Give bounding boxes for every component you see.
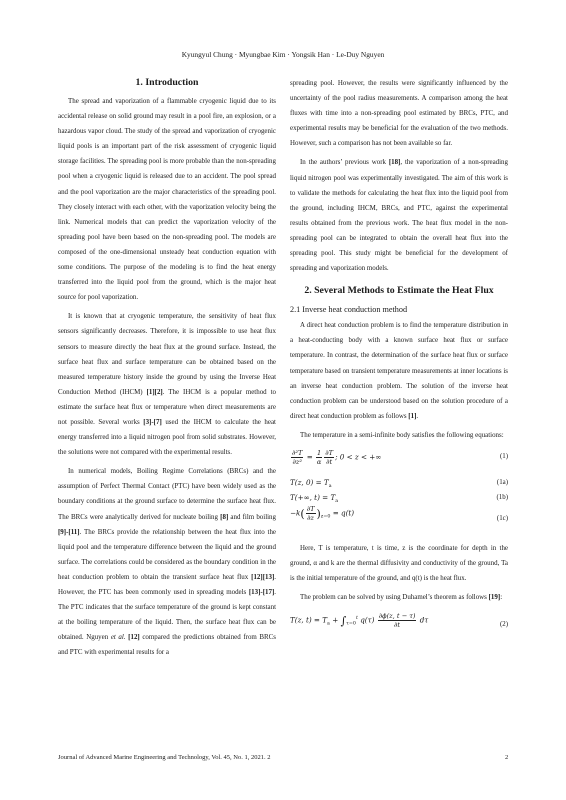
subsection-title: 2.1 Inverse heat conduction method [290,305,408,315]
paragraph: In the authors’ previous work [18], the vaporization of a non-spreading liquid nitrogen pool was experimentally investigated. The aim of this work is to validate the methods for calculating the heat flux into the liquid pool from the ground, including IHCM, BRCs, and PTC, against the experimental results obtained from the previous work. The heat flux model in the non-spreading pool can be integrated to obtain the overall heat flux into the spreading pool. This study might be beneficial for the development of spreading and vaporization models. [290,158,508,273]
right-column [290,76,508,647]
citation: [3]-[7] [143,417,162,426]
citation: [12] [128,633,140,642]
equation-block-1 [290,449,508,531]
citation: [9]-[11] [58,527,80,536]
paragraph: The problem can be solved by using Duhamel’s theorem as follows [19]: [300,593,503,602]
paragraph: The temperature in a semi-infinite body satisfies the following equations: [300,430,504,439]
equation-block-2 [290,611,508,637]
equation-1: $\frac{\text{∂²T}}{\text{∂z²}}$ = $\frac{1}{\alpha}$ $\frac{\partial T}{\partial t}$ ; 0 < z < +∞ (1) [292,448,508,466]
section-title-methods: 2. Several Methods to Estimate the Heat Flux [304,285,494,297]
citation: [8] [220,512,229,521]
citation: [19] [488,593,501,602]
paragraph: A direct heat conduction problem is to find the temperature distribution in a heat-conducting body with a known surface heat flux or surface temperature. In contrast, the determination of the surface heat flux or surface temperature based on transient temperature measurements at inner locations is an inverse heat conduction problem. The solution of the inverse heat conduction problem can be understood based on the solution procedure of a direct heat conduction problem as follows [1]. [290,321,508,420]
citation: [13]-[17] [248,588,275,596]
citation: [1] [408,411,417,420]
paragraph: It is known that at cryogenic temperature, the sensitivity of heat flux sensors significantly decreases. Therefore, it is impossible to use heat flux sensors to measure directly the heat flux at the ground surface. Instead, the surface heat flux and surface temperature can be obtained based on the measured temperature history inside the ground by using the Inverse Heat Conduction Method (IHCM) [1][2]. The IHCM is a popular method to estimate the surface heat flux or temperature when direct measurements are not possible. Several works [3]-[7] used the IHCM to calculate the heat energy transferred into a liquid nitrogen pool from solid substrates. However, the solutions were not compared with the experimental results. [58,312,276,457]
equation-1c: −k( $\frac{\partial T}{\partial z}$ )$_{z=0} = q(t)$ (1c) [290,504,508,522]
paragraph: spreading pool. However, the results were significantly influenced by the uncertainty of the pool radius measurements. A comparison among the heat fluxes with time into a non-spreading pool estimated by BRCs, PTC, and experimental results may be beneficial for the evaluation of the two methods. However, such a comparison has not been available so far. [290,79,508,148]
paragraph: Here, T is temperature, t is time, z is the coordinate for depth in the ground, α and k are the thermal diffusivity and conductivity of the ground, Ta is the initial temperature of the ground, and q(t) is the heat flux. [290,543,508,583]
equation-2: T(z, $t) = T_a + \int_{\tau=0}^t$ q(τ) $\frac{\partial\phi(z, t - \tau)}{\partial t}$ dτ (2) [290,612,508,630]
paragraph: The spread and vaporization of a flammable cryogenic liquid due to its accidental release on solid ground may result in a pool fire, an explosion, or a hazardous vapor cloud. The study of the spread and vaporization of cryogenic liquid pools is an important part of the risk assessment of cryogenic liquid storage facilities. The spreading pool is more probable than the non-spreading pool when a cryogenic liquid is released due to an accident. The pool spread and the pool vaporization are the major characteristics of the spreading pool. They closely interact with each other, with the vaporization velocity being the link. Numerical models that can predict the vaporization velocity of the spreading pool have been based on the non-spreading pool. The models are composed of the one-dimensional unsteady heat conduction equation with some conditions. The purpose of the modeling is to find the heat energy transferred into the liquid pool from the ground, which is the major heat source for pool vaporization. [58,97,276,302]
page-number: 2 [505,754,509,761]
section-title-introduction: 1. Introduction [135,77,199,88]
citation: [1][2] [146,387,163,396]
citation: [18] [388,158,401,167]
running-header: Kyungyul Chung · Myungbae Kim · Yongsik Han · Le-Duy Nguyen [181,50,385,59]
equation-1b: T(+∞, $t) = T_a$ (1b) [290,492,508,504]
journal-footer: Journal of Advanced Marine Engineering and Technology, Vol. 45, No. 1, 2021. 2 [58,754,271,761]
paragraph: In numerical models, Boiling Regime Correlations (BRCs) and the assumption of Perfect Thermal Contact (PTC) have been widely used as the boundary conditions at the ground surface to determine the surface heat flux. The BRCs were analytically derived for nucleate boiling [8] and film boiling [9]-[11]. The BRCs provide the relationship between the heat flux into the liquid pool and the temperature difference between the liquid and the ground surface. The correlations could be considered as the boundary condition in the heat conduction problem to obtain the transient surface heat flux [12][13]. However, the PTC has been commonly used in spreading models [13]-[17]. The PTC indicates that the surface temperature of the ground is kept constant at the boiling temperature of the liquid. Then, the surface heat flux can be obtained. Nguyen et al. [12] compared the predictions obtained from BRCs and PTC with experimental results for a [58,467,276,657]
equation-1a: T(z, $0) = T_a$ (1a) [290,477,508,489]
citation: [12][13] [251,572,275,581]
left-column [58,76,276,664]
